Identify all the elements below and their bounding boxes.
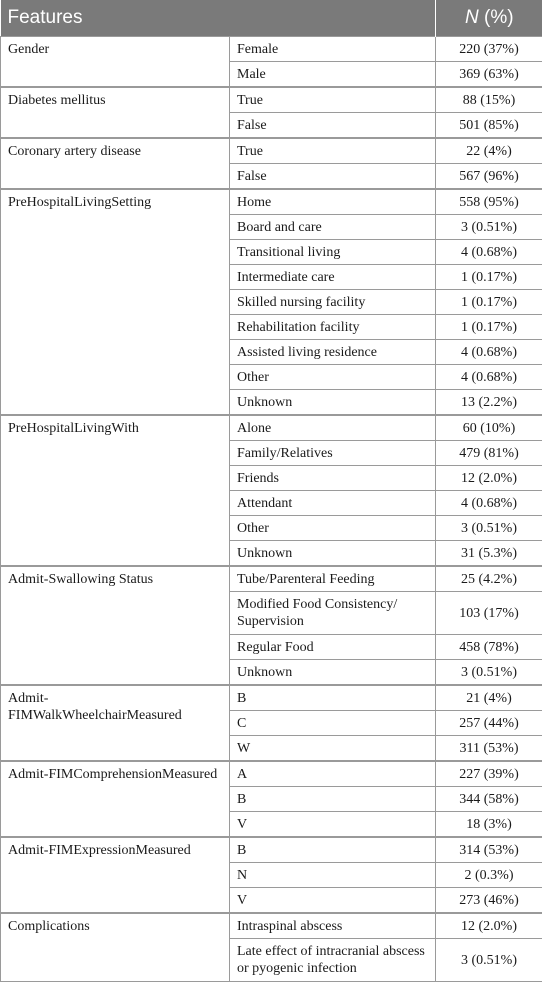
category-cell: True [230, 87, 436, 113]
feature-name: PreHospitalLivingWith [1, 415, 230, 566]
count-percent-cell: 479 (81%) [436, 441, 542, 466]
count-percent-cell: 314 (53%) [436, 837, 542, 863]
category-cell: Unknown [230, 541, 436, 567]
category-cell: Late effect of intracranial abscess or pyogenic infection [230, 939, 436, 982]
count-percent-cell: 3 (0.51%) [436, 660, 542, 686]
table-row [1, 837, 542, 863]
count-percent-cell: 501 (85%) [436, 113, 542, 139]
feature-name: Admit-FIMExpressionMeasured [1, 837, 230, 913]
category-cell: Board and care [230, 215, 436, 240]
count-percent-cell: 257 (44%) [436, 711, 542, 736]
count-percent-cell: 12 (2.0%) [436, 466, 542, 491]
category-cell: Female [230, 37, 436, 62]
table-row [1, 37, 542, 62]
category-cell: Intermediate care [230, 265, 436, 290]
feature-name: Diabetes mellitus [1, 87, 230, 138]
category-cell: Friends [230, 466, 436, 491]
category-cell: B [230, 787, 436, 812]
count-percent-cell: 1 (0.17%) [436, 265, 542, 290]
count-percent-cell: 4 (0.68%) [436, 240, 542, 265]
category-cell: Unknown [230, 660, 436, 686]
count-percent-cell: 18 (3%) [436, 812, 542, 838]
count-percent-cell: 25 (4.2%) [436, 566, 542, 592]
category-cell: Male [230, 62, 436, 88]
n-percent-header [436, 0, 542, 37]
category-cell: N [230, 863, 436, 888]
feature-name: Admit-FIMWalkWheelchairMeasured [1, 685, 230, 761]
percent-header-label: (%) [479, 7, 514, 28]
count-percent-cell: 31 (5.3%) [436, 541, 542, 567]
features-header: Features [1, 0, 436, 37]
count-percent-cell: 60 (10%) [436, 415, 542, 441]
category-cell: False [230, 164, 436, 190]
category-cell: Alone [230, 415, 436, 441]
category-cell: Transitional living [230, 240, 436, 265]
count-percent-cell: 311 (53%) [436, 736, 542, 762]
category-cell: Regular Food [230, 635, 436, 660]
category-cell: V [230, 812, 436, 838]
header-row [1, 0, 542, 37]
category-cell: Attendant [230, 491, 436, 516]
category-cell: Intraspinal abscess [230, 913, 436, 939]
category-cell: B [230, 837, 436, 863]
count-percent-cell: 273 (46%) [436, 888, 542, 914]
count-percent-cell: 3 (0.51%) [436, 215, 542, 240]
count-percent-cell: 369 (63%) [436, 62, 542, 88]
feature-name: PreHospitalLivingSetting [1, 189, 230, 415]
count-percent-cell: 21 (4%) [436, 685, 542, 711]
table-row [1, 761, 542, 787]
count-percent-cell: 220 (37%) [436, 37, 542, 62]
count-percent-cell: 22 (4%) [436, 138, 542, 164]
feature-name: Admit-FIMComprehensionMeasured [1, 761, 230, 837]
category-cell: Tube/Parenteral Feeding [230, 566, 436, 592]
table-row [1, 685, 542, 711]
count-percent-cell: 12 (2.0%) [436, 913, 542, 939]
count-percent-cell: 3 (0.51%) [436, 516, 542, 541]
count-percent-cell: 567 (96%) [436, 164, 542, 190]
count-percent-cell: 88 (15%) [436, 87, 542, 113]
count-percent-cell: 344 (58%) [436, 787, 542, 812]
category-cell: Unknown [230, 390, 436, 416]
category-cell: C [230, 711, 436, 736]
table-row [1, 566, 542, 592]
count-percent-cell: 227 (39%) [436, 761, 542, 787]
feature-name: Gender [1, 37, 230, 88]
category-cell: Other [230, 516, 436, 541]
table-row [1, 87, 542, 113]
category-cell: B [230, 685, 436, 711]
category-cell: Modified Food Consistency/ Supervision [230, 592, 436, 635]
count-percent-cell: 1 (0.17%) [436, 290, 542, 315]
category-cell: Skilled nursing facility [230, 290, 436, 315]
category-cell: Rehabilitation facility [230, 315, 436, 340]
category-cell: A [230, 761, 436, 787]
feature-name: Coronary artery disease [1, 138, 230, 189]
table-row [1, 415, 542, 441]
count-percent-cell: 1 (0.17%) [436, 315, 542, 340]
count-percent-cell: 2 (0.3%) [436, 863, 542, 888]
count-percent-cell: 458 (78%) [436, 635, 542, 660]
table-row [1, 138, 542, 164]
category-cell: Other [230, 365, 436, 390]
category-cell: True [230, 138, 436, 164]
count-percent-cell: 13 (2.2%) [436, 390, 542, 416]
feature-name: Admit-Swallowing Status [1, 566, 230, 685]
count-percent-cell: 103 (17%) [436, 592, 542, 635]
table-row [1, 913, 542, 939]
category-cell: False [230, 113, 436, 139]
n-header-label: N [465, 7, 479, 28]
table-row [1, 189, 542, 215]
count-percent-cell: 3 (0.51%) [436, 939, 542, 982]
category-cell: Home [230, 189, 436, 215]
category-cell: Assisted living residence [230, 340, 436, 365]
category-cell: W [230, 736, 436, 762]
count-percent-cell: 558 (95%) [436, 189, 542, 215]
category-cell: V [230, 888, 436, 914]
count-percent-cell: 4 (0.68%) [436, 491, 542, 516]
feature-name: Complications [1, 913, 230, 982]
category-cell: Family/Relatives [230, 441, 436, 466]
count-percent-cell: 4 (0.68%) [436, 365, 542, 390]
table-body [1, 37, 542, 982]
count-percent-cell: 4 (0.68%) [436, 340, 542, 365]
